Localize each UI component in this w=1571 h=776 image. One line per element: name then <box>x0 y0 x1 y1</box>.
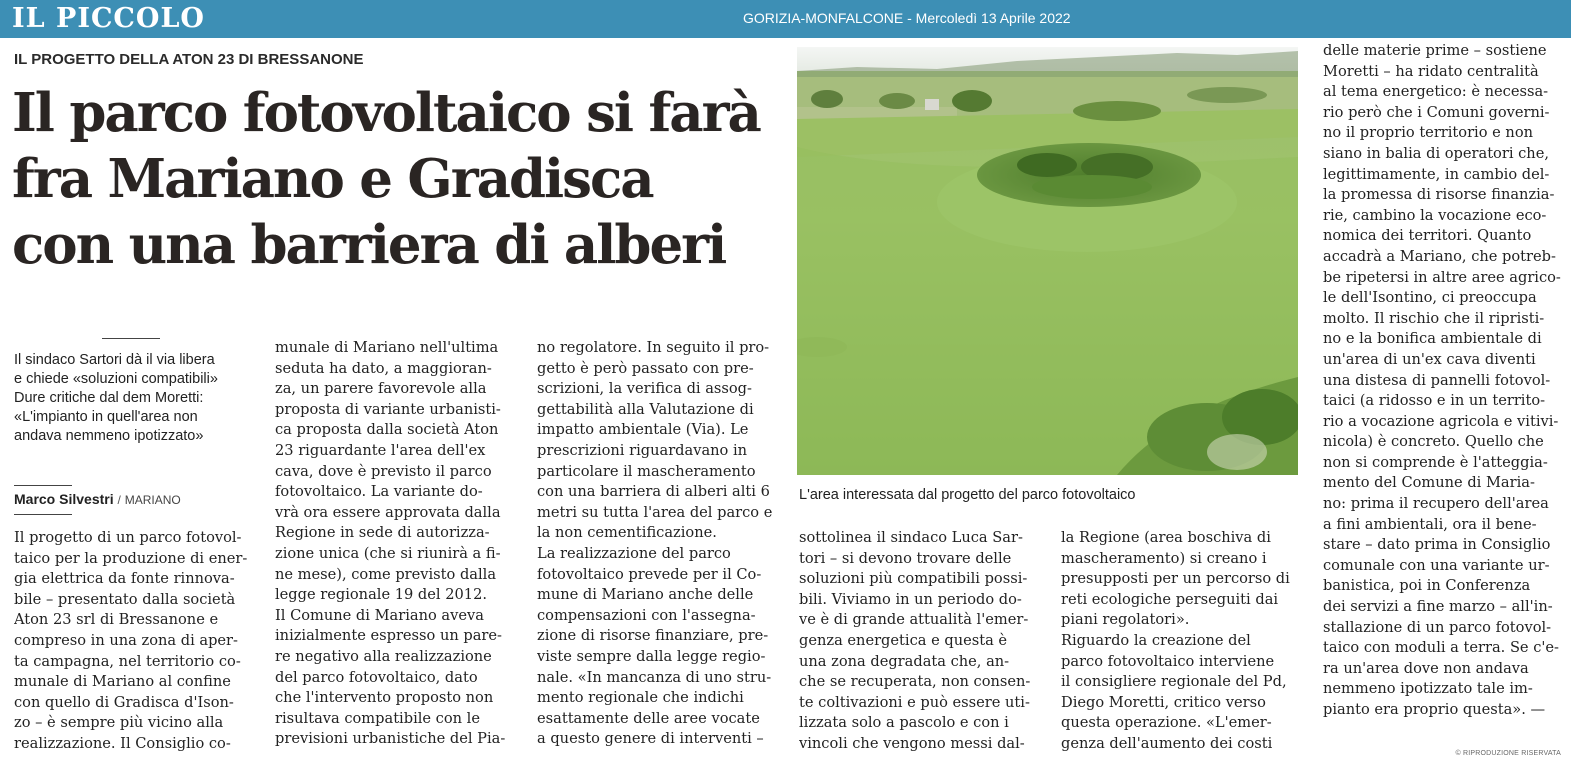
body-text-line: nomica dei territori. Quanto <box>1323 227 1532 245</box>
body-text-line: no regolatore. In seguito il pro- <box>537 339 770 356</box>
body-text-line: del parco fotovoltaico, dato <box>275 668 478 686</box>
body-text-line: siano in balia di operatori che, <box>1323 144 1549 162</box>
body-text-line: al tema energetico: è necessa- <box>1323 83 1549 101</box>
body-text-line: zo – è sempre più vicino alla <box>14 714 224 732</box>
body-text-line: realizzazione. Il Consiglio co- <box>14 734 231 752</box>
body-text-line: viste sempre dalla legge regio- <box>537 647 766 665</box>
body-text-line: rio a vocazione agricola e vitivi- <box>1323 412 1559 430</box>
headline-line: fra Mariano e Gradisca <box>12 148 653 210</box>
body-text-line: zione unica (che si riunirà a fi- <box>275 544 501 562</box>
summary-line: e chiede «soluzioni compatibili» <box>14 371 218 387</box>
body-text-line: delle materie prime – sostiene <box>1323 42 1547 59</box>
body-text-line: un'area di un'ex cava diventi <box>1323 350 1536 368</box>
body-text-line: ve è di grande attualità l'emer- <box>799 611 1029 629</box>
body-text-line: compensazioni con l'assegna- <box>537 606 756 624</box>
headline-line: con una barriera di alberi <box>12 214 726 276</box>
body-text-line: be ripetersi in altre aree agrico- <box>1323 268 1561 286</box>
body-text-line: particolare il mascheramento <box>537 462 756 480</box>
body-text-line: Aton 23 srl di Bressanone e <box>14 611 219 629</box>
body-text-line: comunale con una variante ur- <box>1323 556 1550 574</box>
edition-date: GORIZIA-MONFALCONE - Mercoledì 13 Aprile 2022 <box>743 10 1071 26</box>
body-text-line: proposta di variante urbanisti- <box>275 400 501 418</box>
article-kicker: IL PROGETTO DELLA ATON 23 DI BRESSANONE <box>14 51 364 68</box>
newspaper-logo: IL PICCOLO <box>12 3 205 34</box>
body-text-line: nicola) è concreto. Quello che <box>1323 433 1544 451</box>
body-text-line: accadrà a Mariano, che potreb- <box>1323 247 1556 265</box>
body-text-line: genza dell'aumento dei costi <box>1061 734 1273 752</box>
body-text-line: previsioni urbanistiche del Pia- <box>275 730 506 748</box>
body-text-line: molto. Il rischio che il ripristi- <box>1323 309 1545 327</box>
byline-rule-top <box>14 485 72 486</box>
body-text-line: taico per la produzione di ener- <box>14 549 248 567</box>
body-text-line: no e la bonifica ambientale di <box>1323 330 1542 348</box>
summary-rule <box>102 338 160 339</box>
body-text-line: risultava compatibile con le <box>275 709 480 727</box>
body-text-line: genza energetica e questa è <box>799 631 1008 649</box>
body-text-line: tori – si devono trovare delle <box>799 549 1012 567</box>
body-column-2 <box>275 338 515 750</box>
body-text-line: parco fotovoltaico interviene <box>1061 652 1275 670</box>
body-text-line: pianto era proprio questa». — <box>1323 701 1546 718</box>
body-text-line: non si comprende è l'atteggia- <box>1323 453 1548 471</box>
body-text-line: Il Comune di Mariano aveva <box>275 606 484 624</box>
body-text-line: con una barriera di alberi alti 6 <box>537 483 770 501</box>
body-text-line: bili. Viviamo in un periodo do- <box>799 590 1022 608</box>
body-text-line: Il progetto di un parco fotovol- <box>14 529 242 546</box>
photo-caption: L'area interessata dal progetto del parco fotovoltaico <box>799 487 1136 503</box>
body-text-line: legittimamente, in cambio del- <box>1323 165 1550 183</box>
summary-line: Dure critiche dal dem Moretti: <box>14 390 204 406</box>
body-text-line: mento regionale che indichi <box>537 689 744 707</box>
body-text-line: Diego Moretti, critico verso <box>1061 693 1266 711</box>
article-headline <box>12 80 792 278</box>
body-text-line: inizialmente espresso un pare- <box>275 627 502 645</box>
body-text-line: a questo genere di interventi – <box>537 730 764 748</box>
body-text-line: che l'intervento proposto non <box>275 689 494 707</box>
body-text-line: getto è però passato con pre- <box>537 359 754 377</box>
body-text-line: Regione in sede di autorizza- <box>275 524 490 542</box>
body-text-line: ne mese), come previsto dalla <box>275 565 497 583</box>
body-text-line: la promessa di risorse finanzia- <box>1323 186 1555 204</box>
body-text-line: no il proprio territorio e non <box>1323 124 1534 142</box>
summary-line: «L'impianto in quell'area non <box>14 409 198 425</box>
body-text-line: una distesa di pannelli fotovol- <box>1323 371 1551 389</box>
body-text-line: taici (a ridosso e in un territo- <box>1323 392 1546 410</box>
body-text-line: rio però che i Comuni governi- <box>1323 103 1550 121</box>
copyright-notice: © RIPRODUZIONE RISERVATA <box>1455 750 1561 757</box>
body-text-line: nale. «In mancanza di uno stru- <box>537 668 772 686</box>
body-text-line: munale di Mariano nell'ultima <box>275 339 499 356</box>
byline-author: Marco Silvestri <box>14 491 114 507</box>
body-text-line: cava, dove è previsto il parco <box>275 462 492 480</box>
body-text-line: prescrizioni riguardavano in <box>537 441 748 459</box>
body-text-line: rie, cambino la vocazione eco- <box>1323 206 1547 224</box>
body-text-line: la non cementificazione. <box>537 524 717 542</box>
body-text-line: gia elettrica da fonte rinnova- <box>14 570 235 588</box>
body-text-line: stare – dato prima in Consiglio <box>1323 536 1551 554</box>
body-column-1 <box>14 528 254 755</box>
body-column-3 <box>537 338 777 750</box>
body-text-line: fotovoltaico prevede per il Co- <box>537 565 762 583</box>
body-text-line: il consigliere regionale del Pd, <box>1061 673 1287 691</box>
byline-place: MARIANO <box>124 493 181 507</box>
article-summary <box>14 351 254 446</box>
body-text-line: metri su tutta l'area del parco e <box>537 503 773 521</box>
body-text-line: sottolinea il sindaco Luca Sar- <box>799 529 1023 546</box>
body-column-6 <box>1323 41 1563 721</box>
body-text-line: con quello di Gradisca d'Ison- <box>14 693 234 711</box>
body-text-line: a fini ambientali, ora il bene- <box>1323 515 1537 533</box>
body-text-line: gettabilità alla Valutazione di <box>537 400 754 418</box>
body-text-line: lizzata solo a pascolo e con i <box>799 714 1009 732</box>
body-text-line: vrà ora essere approvata dalla <box>275 503 501 521</box>
summary-line: Il sindaco Sartori dà il via libera <box>14 352 215 368</box>
body-text-line: piani regolatori». <box>1061 611 1190 629</box>
body-text-line: no: prima il recupero dell'area <box>1323 495 1549 513</box>
summary-line: andava nemmeno ipotizzato» <box>14 428 204 444</box>
body-text-line: ra un'area dove non andava <box>1323 659 1529 677</box>
body-text-line: banistica, poi in Conferenza <box>1323 577 1531 595</box>
body-text-line: dei servizi a fine marzo – all'in- <box>1323 598 1553 616</box>
body-text-line: le dell'Isontino, ci preoccupa <box>1323 289 1537 307</box>
body-text-line: Riguardo la creazione del <box>1061 631 1251 649</box>
masthead-bar <box>0 0 1571 38</box>
body-text-line: taico con moduli a terra. Se c'e- <box>1323 639 1559 657</box>
body-text-line: questa operazione. «L'emer- <box>1061 714 1272 732</box>
body-text-line: mascheramento) si creano i <box>1061 549 1267 567</box>
body-text-line: impatto ambientale (Via). Le <box>537 421 749 439</box>
body-text-line: reti ecologiche perseguiti dai <box>1061 590 1279 608</box>
body-text-line: ta campagna, nel territorio co- <box>14 652 241 670</box>
body-text-line: stallazione di un parco fotovol- <box>1323 618 1552 636</box>
body-text-line: compreso in una zona di aper- <box>14 631 238 649</box>
body-text-line: vincoli che vengono messi dal- <box>799 734 1025 752</box>
headline-line: Il parco fotovoltaico si farà <box>12 82 760 144</box>
byline-rule-bottom <box>14 514 72 515</box>
byline-separator: / <box>117 493 121 507</box>
body-text-line: mento del Comune di Maria- <box>1323 474 1535 492</box>
body-column-5 <box>1061 528 1301 755</box>
body-text-line: zione di risorse finanziare, pre- <box>537 627 769 645</box>
body-text-line: te coltivazioni e può essere uti- <box>799 693 1030 711</box>
body-text-line: una zona degradata che, an- <box>799 652 1010 670</box>
body-column-4 <box>799 528 1039 755</box>
article-byline <box>14 491 181 507</box>
body-text-line: 23 riguardante l'area dell'ex <box>275 441 486 459</box>
body-text-line: la Regione (area boschiva di <box>1061 529 1271 546</box>
body-text-line: scrizioni, la verifica di assog- <box>537 380 752 398</box>
article-photo <box>797 47 1298 475</box>
body-text-line: Moretti – ha ridato centralità <box>1323 62 1539 80</box>
body-text-line: esattamente delle aree vocate <box>537 709 760 727</box>
body-text-line: La realizzazione del parco <box>537 544 731 562</box>
body-text-line: soluzioni più compatibili possi- <box>799 570 1028 588</box>
body-text-line: munale di Mariano al confine <box>14 673 231 691</box>
body-text-line: che se recuperata, non consen- <box>799 673 1031 691</box>
body-text-line: za, un parere favorevole alla <box>275 380 487 398</box>
body-text-line: legge regionale 19 del 2012. <box>275 586 487 604</box>
body-text-line: ca proposta dalla società Aton <box>275 421 499 439</box>
body-text-line: mune di Mariano anche delle <box>537 586 754 604</box>
body-text-line: nemmeno ipotizzato tale im- <box>1323 680 1533 698</box>
body-text-line: fotovoltaico. La variante do- <box>275 483 483 501</box>
body-text-line: re negativo alla realizzazione <box>275 647 492 665</box>
body-text-line: presupposti per un percorso di <box>1061 570 1290 588</box>
body-text-line: seduta ha dato, a maggioran- <box>275 359 492 377</box>
body-text-line: bile – presentato dalla società <box>14 590 236 608</box>
